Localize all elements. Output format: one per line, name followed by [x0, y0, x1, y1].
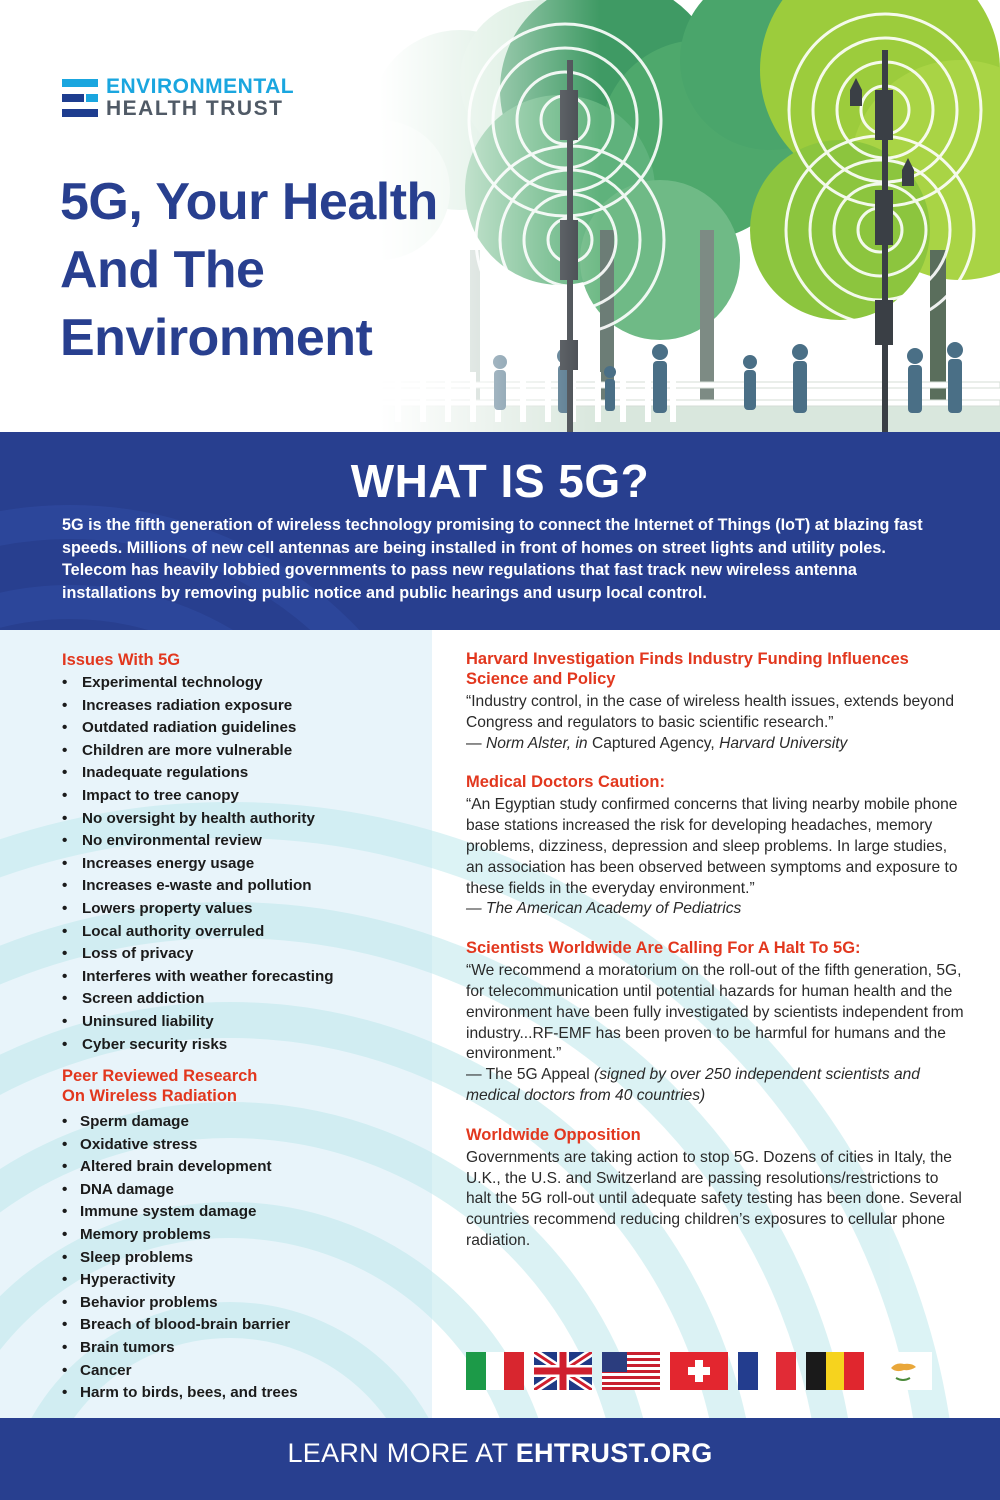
doctors-section: [466, 772, 966, 920]
logo-text-line2: HEALTH TRUST: [106, 97, 284, 120]
list-item: • Screen addiction: [62, 988, 422, 1011]
list-item: • Behavior problems: [62, 1292, 422, 1315]
country-flags: [466, 1352, 932, 1390]
list-item: • Children are more vulnerable: [62, 740, 422, 763]
list-item: • Hyperactivity: [62, 1269, 422, 1292]
list-item: • Uninsured liability: [62, 1011, 422, 1034]
footer-cta: [0, 1418, 1000, 1488]
scientists-quote: “We recommend a moratorium on the roll-out of the fifth generation, 5G, for telecommunication until potential hazards for human health and the environment have been fully investigated by scientists independent from industry...RF-EMF has been proven to be harmful for humans and the environment.”: [466, 962, 964, 1063]
hero-banner: [0, 0, 1000, 432]
opposition-text: Governments are taking action to stop 5G. Dozens of cities in Italy, the U.K., the U.S. and Switzerland are passing resolutions/restrictions to halt the 5G roll-out until adequate safety testing has been done. Several countries recommend reducing children’s exposures to cellular phone radiation.: [466, 1148, 962, 1249]
switzerland-flag-icon: [670, 1352, 728, 1390]
usa-flag-icon: [602, 1352, 660, 1390]
list-item: • Impact to tree canopy: [62, 785, 422, 808]
opposition-heading: Worldwide Opposition: [466, 1125, 641, 1144]
doctors-attribution: [466, 899, 966, 920]
list-item: • Loss of privacy: [62, 943, 422, 966]
what-is-5g-text: 5G is the fifth generation of wireless technology promising to connect the Internet of Things (IoT) at blazing fast speeds. Millions of new cell antennas are being installed in front of homes on street lights and utility poles. Telecom has heavily lobbied governments to pass new regulations that fast track new wireless antenna installations by removing public notice and public hearings and usurp local control.: [62, 516, 923, 602]
list-item: • Immune system damage: [62, 1201, 422, 1224]
harvard-attribution: [466, 734, 966, 755]
belgium-flag-icon: [806, 1352, 864, 1390]
attr-source: — The American Academy of Pediatrics: [466, 900, 742, 918]
what-is-5g-title: WHAT IS 5G?: [350, 455, 650, 507]
list-item: • Sperm damage: [62, 1111, 422, 1134]
list-item: • Breach of blood-brain barrier: [62, 1314, 422, 1337]
doctors-quote: “An Egyptian study confirmed concerns that living nearby mobile phone base stations increased the risk for developing headaches, memory problems, dizziness, depression and sleep problems. In large studies, an association has been observed between symptoms and exposure to these fields in the everyday environment.”: [466, 796, 958, 897]
italy-flag-icon: [466, 1352, 524, 1390]
list-item: • Experimental technology: [62, 672, 422, 695]
list-item: • Outdated radiation guidelines: [62, 717, 422, 740]
harvard-quote: “Industry control, in the case of wireless health issues, extends beyond Congress and regulators to basic scientific research.”: [466, 693, 954, 731]
ehtrust-logo: [62, 76, 294, 119]
research-heading-line1: Peer Reviewed Research: [62, 1067, 258, 1086]
footer-prefix: LEARN MORE AT: [287, 1438, 516, 1468]
issues-list: [62, 672, 422, 1056]
list-item: • Lowers property values: [62, 898, 422, 921]
scientists-attribution: [466, 1065, 966, 1107]
cyprus-flag-icon: [874, 1352, 932, 1390]
list-item: • Local authority overruled: [62, 921, 422, 944]
list-item: • Harm to birds, bees, and trees: [62, 1382, 422, 1405]
list-item: • No oversight by health authority: [62, 808, 422, 831]
list-item: • Increases energy usage: [62, 853, 422, 876]
logo-text-line1: ENVIRONMENTAL: [106, 75, 295, 98]
doctors-heading: Medical Doctors Caution:: [466, 773, 665, 792]
footer-link[interactable]: EHTRUST.ORG: [515, 1438, 713, 1468]
list-item: • Oxidative stress: [62, 1134, 422, 1157]
list-item: • Increases e-waste and pollution: [62, 875, 422, 898]
list-item: • Increases radiation exposure: [62, 695, 422, 718]
harvard-section: [466, 649, 966, 754]
opposition-section: [466, 1125, 966, 1252]
left-column: [62, 650, 422, 1405]
content-section: [0, 630, 1000, 1418]
list-item: • Memory problems: [62, 1224, 422, 1247]
attr-source: — The 5G Appeal: [466, 1066, 595, 1084]
list-item: • Cyber security risks: [62, 1034, 422, 1057]
list-item: • Interferes with weather forecasting: [62, 966, 422, 989]
list-item: • Sleep problems: [62, 1247, 422, 1270]
list-item: • Altered brain development: [62, 1156, 422, 1179]
right-column: [466, 649, 966, 1270]
list-item: • Brain tumors: [62, 1337, 422, 1360]
list-item: • Inadequate regulations: [62, 762, 422, 785]
research-heading: [62, 1066, 422, 1106]
research-heading-line2: On Wireless Radiation: [62, 1087, 237, 1106]
page-title: 5G, Your Health And The Environment: [60, 173, 438, 367]
france-flag-icon: [738, 1352, 796, 1390]
logo-mark-icon: [62, 79, 98, 117]
attr-note: (signed by over 250 independent scientists and medical doctors from 40 countries): [466, 1066, 920, 1104]
list-item: • No environmental review: [62, 830, 422, 853]
list-item: • Cancer: [62, 1360, 422, 1383]
attr-work: Captured Agency,: [587, 734, 720, 752]
uk-flag-icon: [534, 1352, 592, 1390]
research-list: [62, 1111, 422, 1405]
attr-author: Norm Alster, in: [485, 734, 588, 752]
footer: [0, 1418, 1000, 1500]
attr-org: Harvard University: [719, 734, 848, 752]
scientists-heading: Scientists Worldwide Are Calling For A Halt To 5G:: [466, 939, 861, 958]
attr-prefix: —: [466, 734, 486, 752]
list-item: • DNA damage: [62, 1179, 422, 1202]
issues-heading: Issues With 5G: [62, 651, 181, 669]
scientists-section: [466, 938, 966, 1107]
harvard-heading: Harvard Investigation Finds Industry Funding Influences Science and Policy: [466, 650, 909, 688]
